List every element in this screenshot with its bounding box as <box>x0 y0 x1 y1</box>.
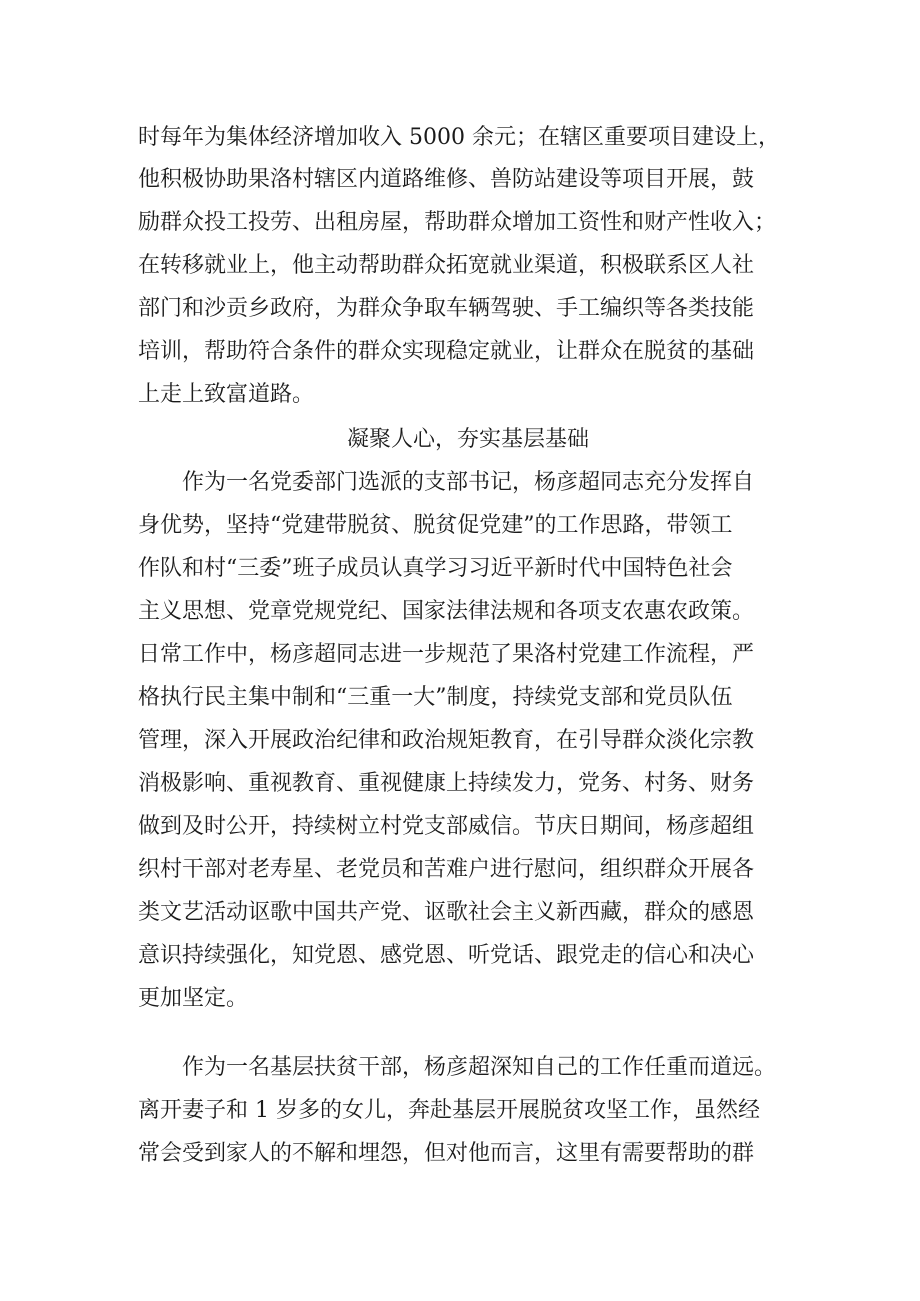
section-heading: 凝聚人心，夯实基层基础 <box>346 427 589 452</box>
paragraph-line: 上走上致富道路。 <box>138 382 315 407</box>
paragraph-line: 格执行民主集中制和“三重一大”制度，持续党支部和党员队伍 <box>138 685 733 710</box>
paragraph-line: 更加坚定。 <box>138 986 249 1011</box>
paragraph-line: 作为一名基层扶贫干部，杨彦超深知自己的工作任重而道远。 <box>182 1055 777 1080</box>
paragraph-line: 主义思想、党章党规党纪、国家法律法规和各项支农惠农政策。 <box>138 599 755 624</box>
paragraph-line: 身优势，坚持“党建带脱贫、脱贫促党建”的工作思路，带领工 <box>138 513 733 538</box>
paragraph-line: 离开妻子和 1 岁多的女儿，奔赴基层开展脱贫攻坚工作，虽然经 <box>138 1098 760 1123</box>
paragraph-line: 织村干部对老寿星、老党员和苦难户进行慰问，组织群众开展各 <box>138 857 755 882</box>
paragraph-line: 类文艺活动讴歌中国共产党、讴歌社会主义新西藏，群众的感恩 <box>138 900 755 925</box>
paragraph-line: 培训，帮助符合条件的群众实现稳定就业，让群众在脱贫的基础 <box>138 339 755 364</box>
paragraph-line: 消极影响、重视教育、重视健康上持续发力，党务、村务、财务 <box>138 771 755 796</box>
paragraph-line: 作为一名党委部门选派的支部书记，杨彦超同志充分发挥自 <box>182 470 755 495</box>
paragraph-line: 时每年为集体经济增加收入 5000 余元；在辖区重要项目建设上， <box>138 125 780 150</box>
paragraph-line: 日常工作中，杨彦超同志进一步规范了果洛村党建工作流程，严 <box>138 642 755 667</box>
paragraph-line: 做到及时公开，持续树立村党支部威信。节庆日期间，杨彦超组 <box>138 814 755 839</box>
paragraph-line: 意识持续强化，知党恩、感党恩、听党话、跟党走的信心和决心 <box>138 943 755 968</box>
paragraph-line: 在转移就业上，他主动帮助群众拓宽就业渠道，积极联系区人社 <box>138 253 755 278</box>
paragraph-line: 部门和沙贡乡政府，为群众争取车辆驾驶、手工编织等各类技能 <box>138 296 755 321</box>
document-body <box>138 0 798 1301</box>
paragraph-line: 励群众投工投劳、出租房屋，帮助群众增加工资性和财产性收入； <box>138 210 777 235</box>
paragraph-line: 作队和村“三委”班子成员认真学习习近平新时代中国特色社会 <box>138 556 733 581</box>
paragraph-line: 常会受到家人的不解和埋怨，但对他而言，这里有需要帮助的群 <box>138 1141 755 1166</box>
paragraph-line: 管理，深入开展政治纪律和政治规矩教育，在引导群众淡化宗教 <box>138 728 755 753</box>
paragraph-line: 他积极协助果洛村辖区内道路维修、兽防站建设等项目开展，鼓 <box>138 167 755 192</box>
